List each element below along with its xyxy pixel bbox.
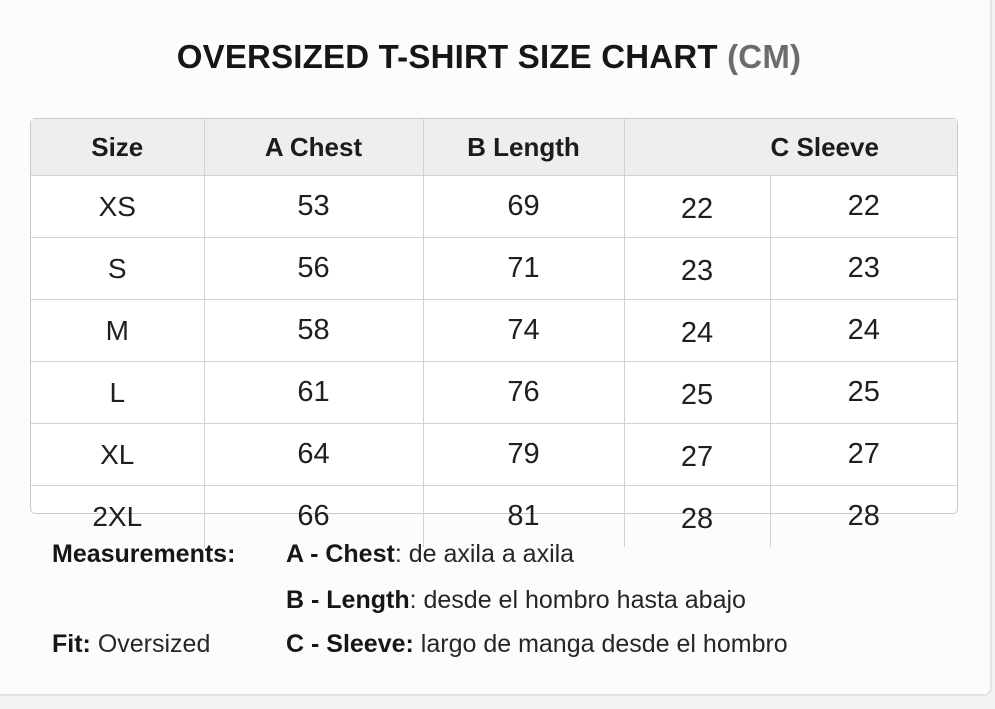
page-title [0, 38, 978, 76]
cell-size: 2XL [31, 486, 204, 548]
legend-fit [52, 630, 210, 659]
table-header-row [31, 119, 957, 176]
legend-chest-desc: : de axila a axila [394, 540, 575, 568]
cell-size: L [31, 362, 204, 424]
size-table [31, 119, 957, 547]
cell-length: 71 [423, 238, 624, 300]
header-length: B Length [423, 119, 624, 176]
legend-length-desc: : desde el hombro hasta abajo [409, 586, 746, 614]
cell-length: 79 [423, 424, 624, 486]
cell-size: XS [31, 176, 204, 238]
cell-chest: 53 [204, 176, 423, 238]
table-row [31, 362, 957, 424]
table-row [31, 300, 957, 362]
legend-fit-label: Fit: [52, 630, 91, 658]
legend-length [286, 586, 746, 615]
legend-fit-value: Oversized [90, 630, 211, 658]
legend-chest [286, 540, 574, 569]
cell-sleeve-b: 28 [770, 486, 957, 548]
cell-length: 69 [423, 176, 624, 238]
cell-sleeve-b: 24 [770, 300, 957, 362]
table-row [31, 176, 957, 238]
cell-length: 74 [423, 300, 624, 362]
size-table-container [30, 118, 958, 535]
cell-sleeve-a: 27 [624, 424, 770, 486]
title-main: OVERSIZED T-SHIRT SIZE CHART [176, 38, 718, 75]
cell-size: XL [31, 424, 204, 486]
cell-chest: 61 [204, 362, 423, 424]
cell-chest: 66 [204, 486, 423, 548]
table-body [31, 176, 957, 548]
header-sleeve: C Sleeve [624, 119, 957, 176]
cell-size: M [31, 300, 204, 362]
table-row [31, 486, 957, 548]
header-size: Size [31, 119, 204, 176]
title-unit: (CM) [727, 38, 802, 75]
header-chest: A Chest [204, 119, 423, 176]
cell-length: 81 [423, 486, 624, 548]
legend-sleeve-key: C - Sleeve: [286, 630, 414, 658]
table-header [31, 119, 957, 176]
cell-chest: 58 [204, 300, 423, 362]
legend-chest-key: A - Chest [286, 540, 395, 568]
cell-sleeve-a: 24 [624, 300, 770, 362]
cell-sleeve-b: 22 [770, 176, 957, 238]
cell-sleeve-a: 22 [624, 176, 770, 238]
cell-sleeve-a: 28 [624, 486, 770, 548]
cell-sleeve-b: 27 [770, 424, 957, 486]
table-row [31, 424, 957, 486]
cell-chest: 56 [204, 238, 423, 300]
cell-sleeve-a: 23 [624, 238, 770, 300]
cell-length: 76 [423, 362, 624, 424]
legend-sleeve-desc: largo de manga desde el hombro [413, 630, 788, 658]
table-row [31, 238, 957, 300]
cell-sleeve-a: 25 [624, 362, 770, 424]
cell-size: S [31, 238, 204, 300]
legend-measurements-label: Measurements: [52, 540, 236, 568]
legend-length-key: B - Length [286, 586, 410, 614]
cell-sleeve-b: 23 [770, 238, 957, 300]
cell-chest: 64 [204, 424, 423, 486]
cell-sleeve-b: 25 [770, 362, 957, 424]
legend-sleeve [286, 630, 788, 659]
